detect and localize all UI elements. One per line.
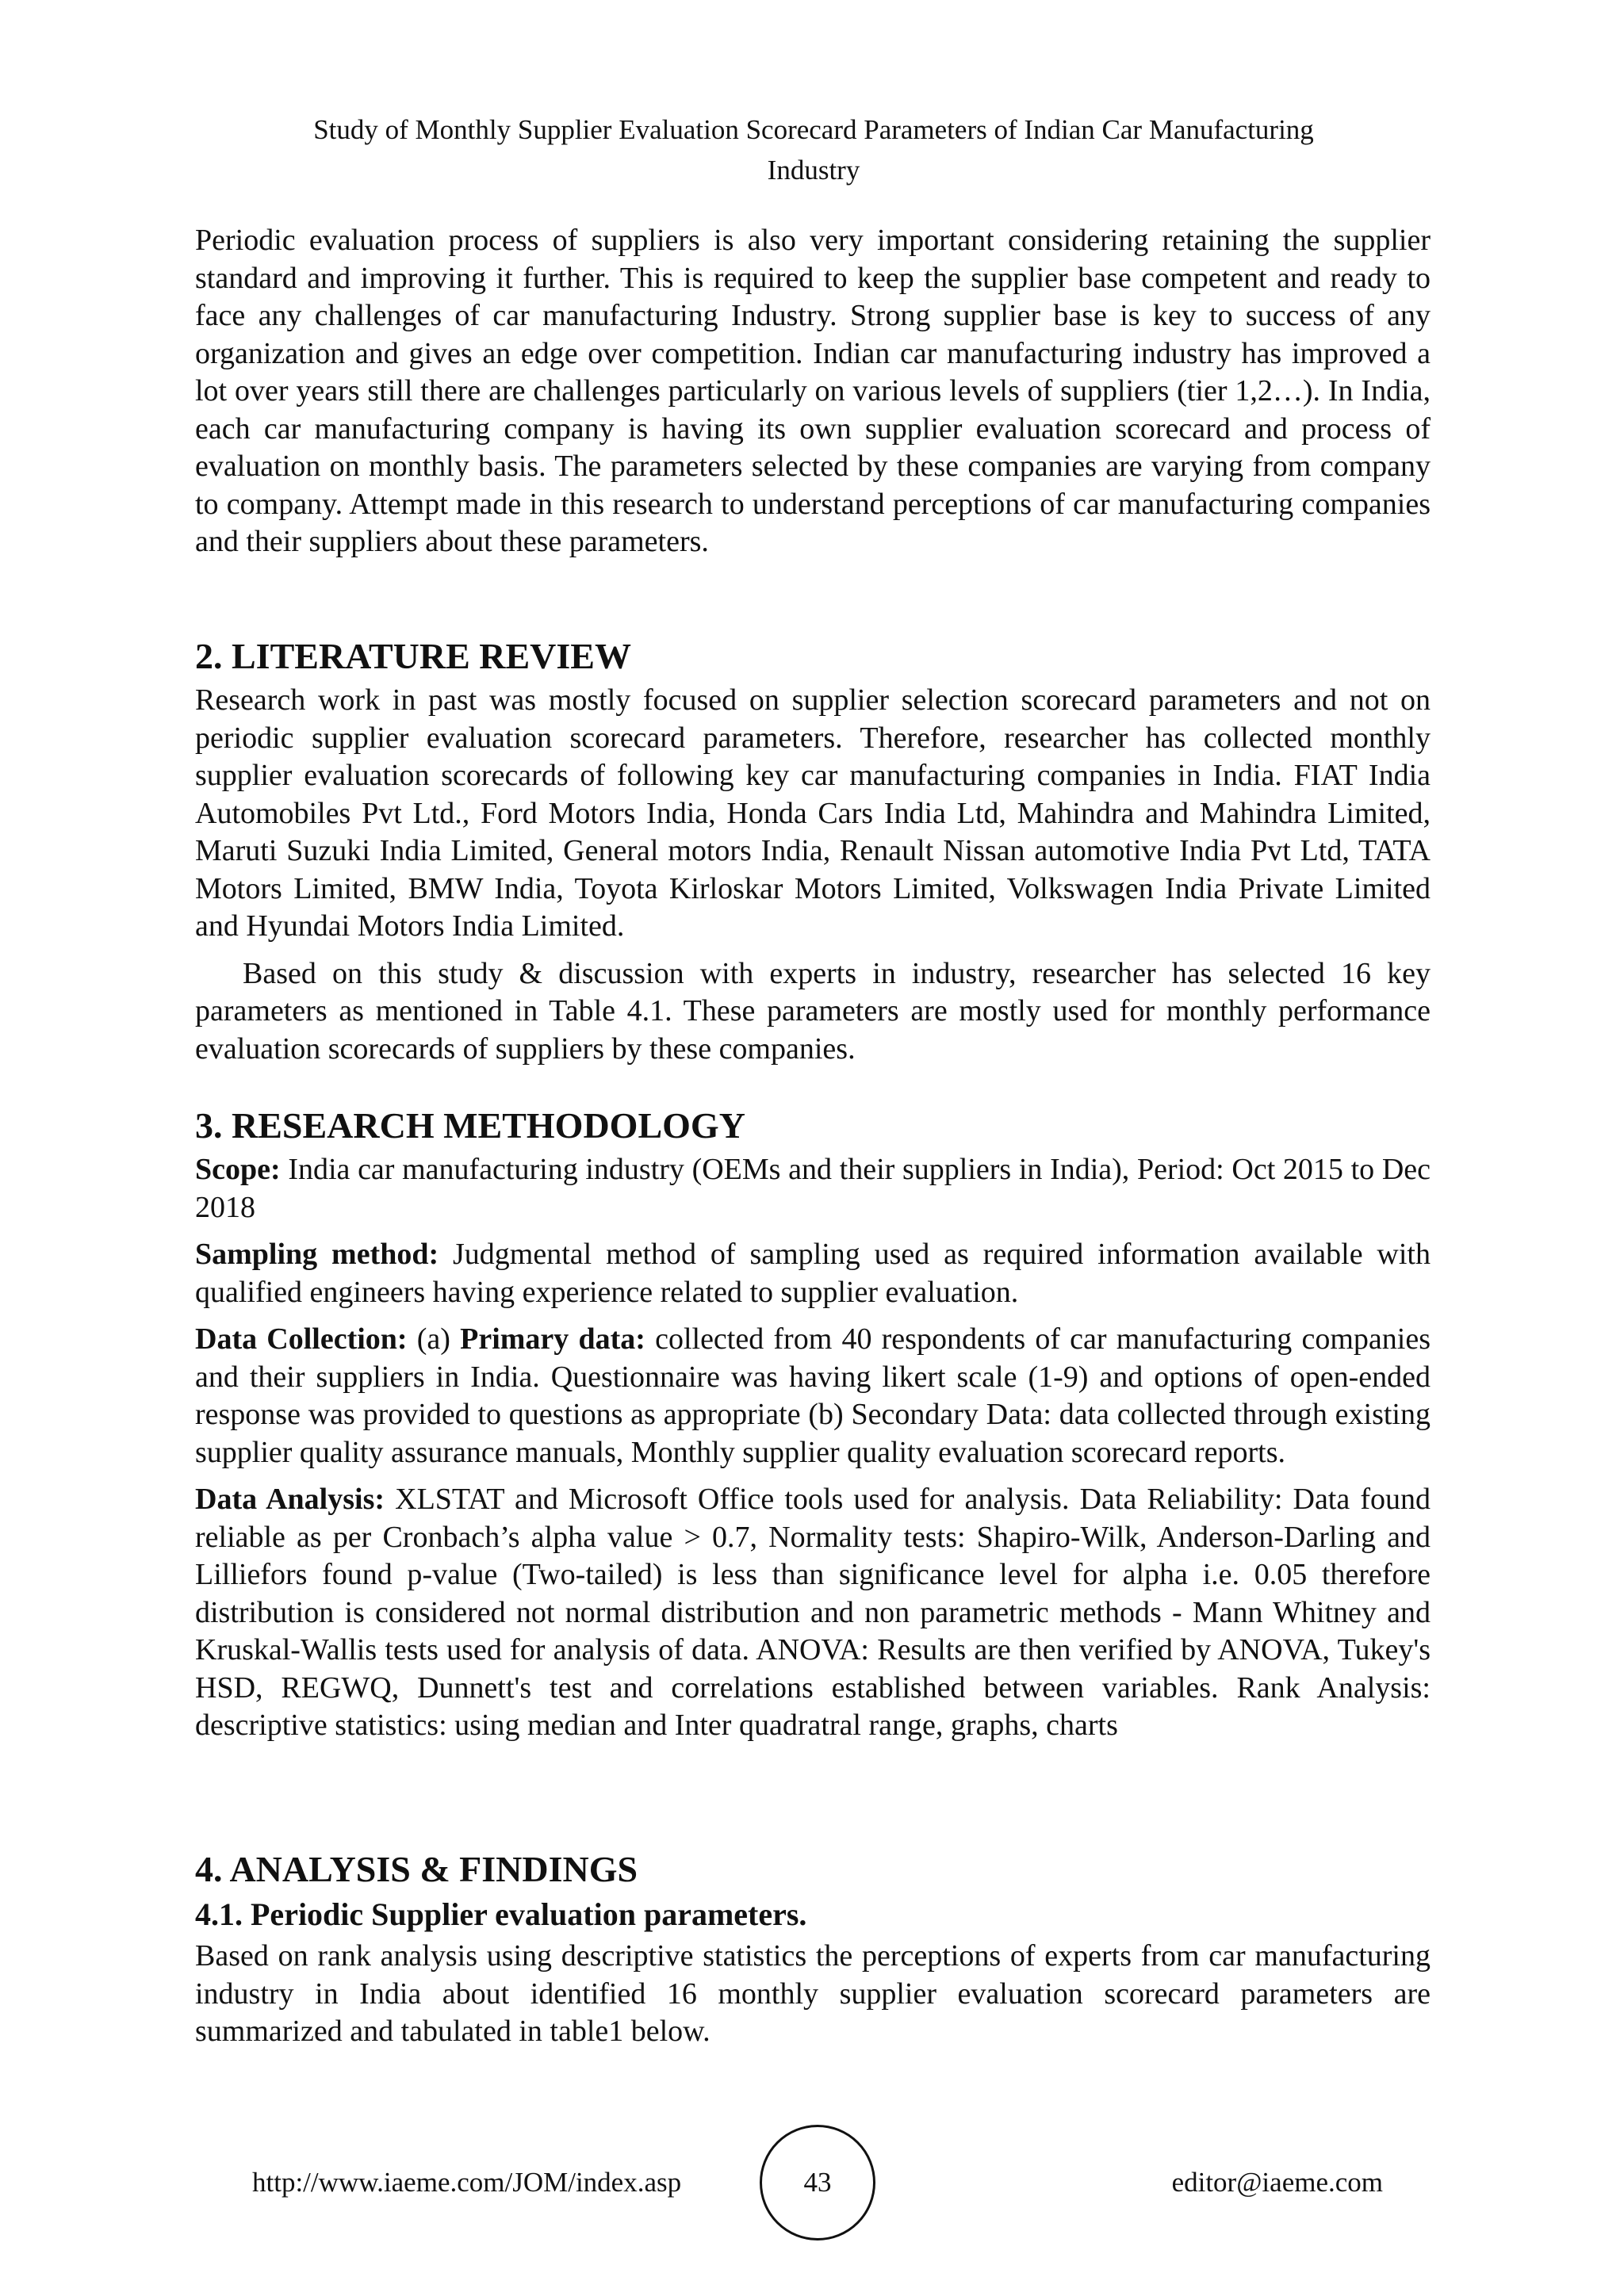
section-heading-methodology: 3. RESEARCH METHODOLOGY [195,1105,745,1146]
literature-section [195,634,1431,1068]
section-heading-analysis: 4. ANALYSIS & FINDINGS [195,1849,638,1889]
primary-data-label: Primary data: [460,1322,645,1356]
scope-paragraph [195,1151,1431,1226]
analysis-section [195,1847,1431,2051]
sampling-label: Sampling method: [195,1238,439,1271]
intro-section [195,222,1431,561]
running-header [197,109,1431,190]
running-title-line2: Industry [767,155,860,186]
data-collection-paragraph [195,1321,1431,1471]
sampling-paragraph [195,1236,1431,1311]
subsection-heading-4-1: 4.1. Periodic Supplier evaluation parameters. [195,1896,807,1932]
collection-label: Data Collection: [195,1322,408,1356]
running-title-line1: Study of Monthly Supplier Evaluation Scorecard Parameters of Indian Car Manufacturing [313,114,1314,145]
intro-paragraph: Periodic evaluation process of suppliers is also very important considering retaining the supplier standard and improving it further. This is required to keep the supplier base competent and ready to face any challenges of car manufacturing Industry. Strong supplier base is key to success of any organization and gives an edge over competition. Indian car manufacturing industry has improved a lot over years still there are challenges particularly on various levels of suppliers (tier 1,2…). In India, each car manufacturing company is having its own supplier evaluation scorecard and process of evaluation on monthly basis. The parameters selected by these companies are varying from company to company. Attempt made in this research to understand perceptions of car manufacturing companies and their suppliers about these parameters. [195,224,1431,558]
section-heading-literature: 2. LITERATURE REVIEW [195,636,631,676]
collection-text-a: (a) [407,1322,461,1356]
collection-text-b: collected from 40 respondents of car manufacturing companies and their suppliers in India. Questionnaire was having likert scale (1-9) and options of open-ended response was provided to questions as appropriate (b) Secondary Data: data collected through existing supplier quality assurance manuals, Monthly supplier quality evaluation scorecard reports. [195,1322,1431,1469]
methodology-section [195,1104,1431,1745]
analysis-text: XLSTAT and Microsoft Office tools used for analysis. Data Reliability: Data found reliable as per Cronbach’s alpha value > 0.7, Normality tests: Shapiro-Wilk, Anderson-Darling and Lilliefors found p-value (Two-tailed) is less than significance level for alpha i.e. 0.05 therefore distribution is considered not normal distribution and non parametric methods - Mann Whitney and Kruskal-Wallis tests used for analysis of data. ANOVA: Results are then verified by ANOVA, Tukey's HSD, REGWQ, Dunnett's test and correlations established between variables. Rank Analysis: descriptive statistics: using median and Inter quadratral range, graphs, charts [195,1483,1431,1742]
analysis-paragraph: Based on rank analysis using descriptive statistics the perceptions of experts from car manufacturing industry in India about identified 16 monthly supplier evaluation scorecard parameters are summarized and tabulated in table1 below. [195,1939,1431,2048]
page-number: 43 [760,2125,875,2241]
literature-paragraph-1: Research work in past was mostly focused on supplier selection scorecard parameters and not on periodic supplier evaluation scorecard parameters. Therefore, researcher has collected monthly supplier evaluation scorecards of following key car manufacturing companies in India. FIAT India Automobiles Pvt Ltd., Ford Motors India, Honda Cars India Ltd, Mahindra and Mahindra Limited, Maruti Suzuki India Limited, General motors India, Renault Nissan automotive India Pvt Ltd, TATA Motors Limited, BMW India, Toyota Kirloskar Motors Limited, Volkswagen India Private Limited and Hyundai Motors India Limited. [195,683,1431,943]
footer-email-link[interactable]: editor@iaeme.com [1171,2167,1383,2198]
literature-paragraph-2: Based on this study & discussion with experts in industry, researcher has selected 16 key parameters as mentioned in Table 4.1. These parameters are mostly used for monthly performance evaluation scorecards of suppliers by these companies. [195,956,1431,1066]
analysis-label: Data Analysis: [195,1483,385,1516]
footer-url-link[interactable]: http://www.iaeme.com/JOM/index.asp [252,2167,682,2198]
sampling-text: Judgmental method of sampling used as required information available with qualified engineers having experience related to supplier evaluation. [195,1238,1431,1309]
scope-text: India car manufacturing industry (OEMs and their suppliers in India), Period: Oct 2015 to Dec 2018 [195,1153,1431,1224]
scope-label: Scope: [195,1153,281,1186]
data-analysis-paragraph [195,1481,1431,1745]
